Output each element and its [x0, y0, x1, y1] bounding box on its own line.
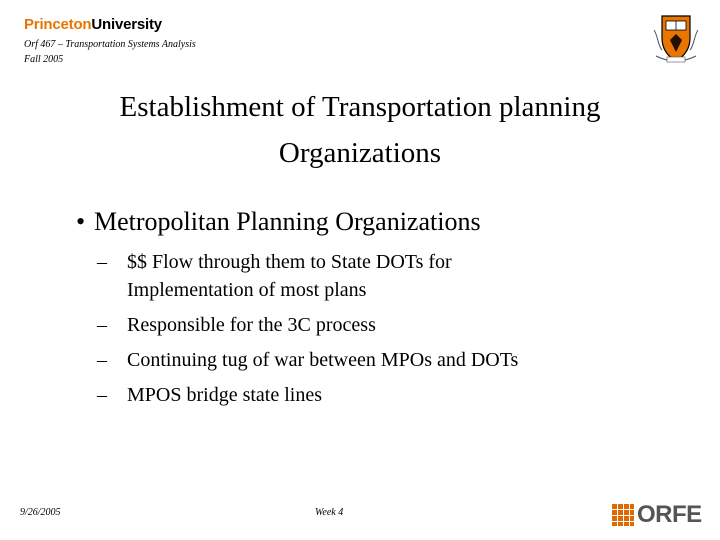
sub-item-text: MPOS bridge state lines	[127, 384, 322, 406]
orfe-logo-text: ORFE	[637, 501, 702, 528]
university-word: University	[91, 16, 162, 33]
dash-marker: –	[97, 384, 107, 406]
dash-marker: –	[97, 349, 107, 371]
sub-item	[97, 313, 376, 338]
sub-item-text: Responsible for the 3C process	[127, 314, 376, 336]
sub-item	[97, 383, 322, 408]
bullet-text: Metropolitan Planning Organizations	[94, 207, 481, 236]
university-wordmark	[24, 16, 162, 33]
course-term: Fall 2005	[24, 54, 64, 65]
university-brand: Princeton	[24, 16, 92, 33]
dash-marker: –	[97, 314, 107, 336]
bullet-item	[76, 207, 481, 237]
footer-week: Week 4	[315, 507, 344, 518]
footer-date: 9/26/2005	[20, 507, 61, 518]
orfe-grid-icon	[612, 504, 634, 526]
slide-title-line-1: Establishment of Transportation planning	[119, 91, 601, 123]
sub-item-text: Continuing tug of war between MPOs and DOTs	[127, 349, 519, 371]
sub-item-continuation: Implementation of most plans	[127, 279, 367, 301]
slide-title	[60, 84, 660, 176]
sub-item	[97, 348, 518, 373]
dash-marker: –	[97, 251, 107, 273]
slide-title-line-2: Organizations	[278, 137, 442, 169]
orfe-logo	[612, 502, 702, 528]
princeton-shield-icon	[650, 12, 702, 66]
sub-item	[97, 250, 452, 275]
course-title: Orf 467 – Transportation Systems Analysis	[24, 39, 196, 50]
bullet-marker: •	[76, 207, 86, 236]
sub-item-text: $$ Flow through them to State DOTs for	[127, 251, 452, 273]
